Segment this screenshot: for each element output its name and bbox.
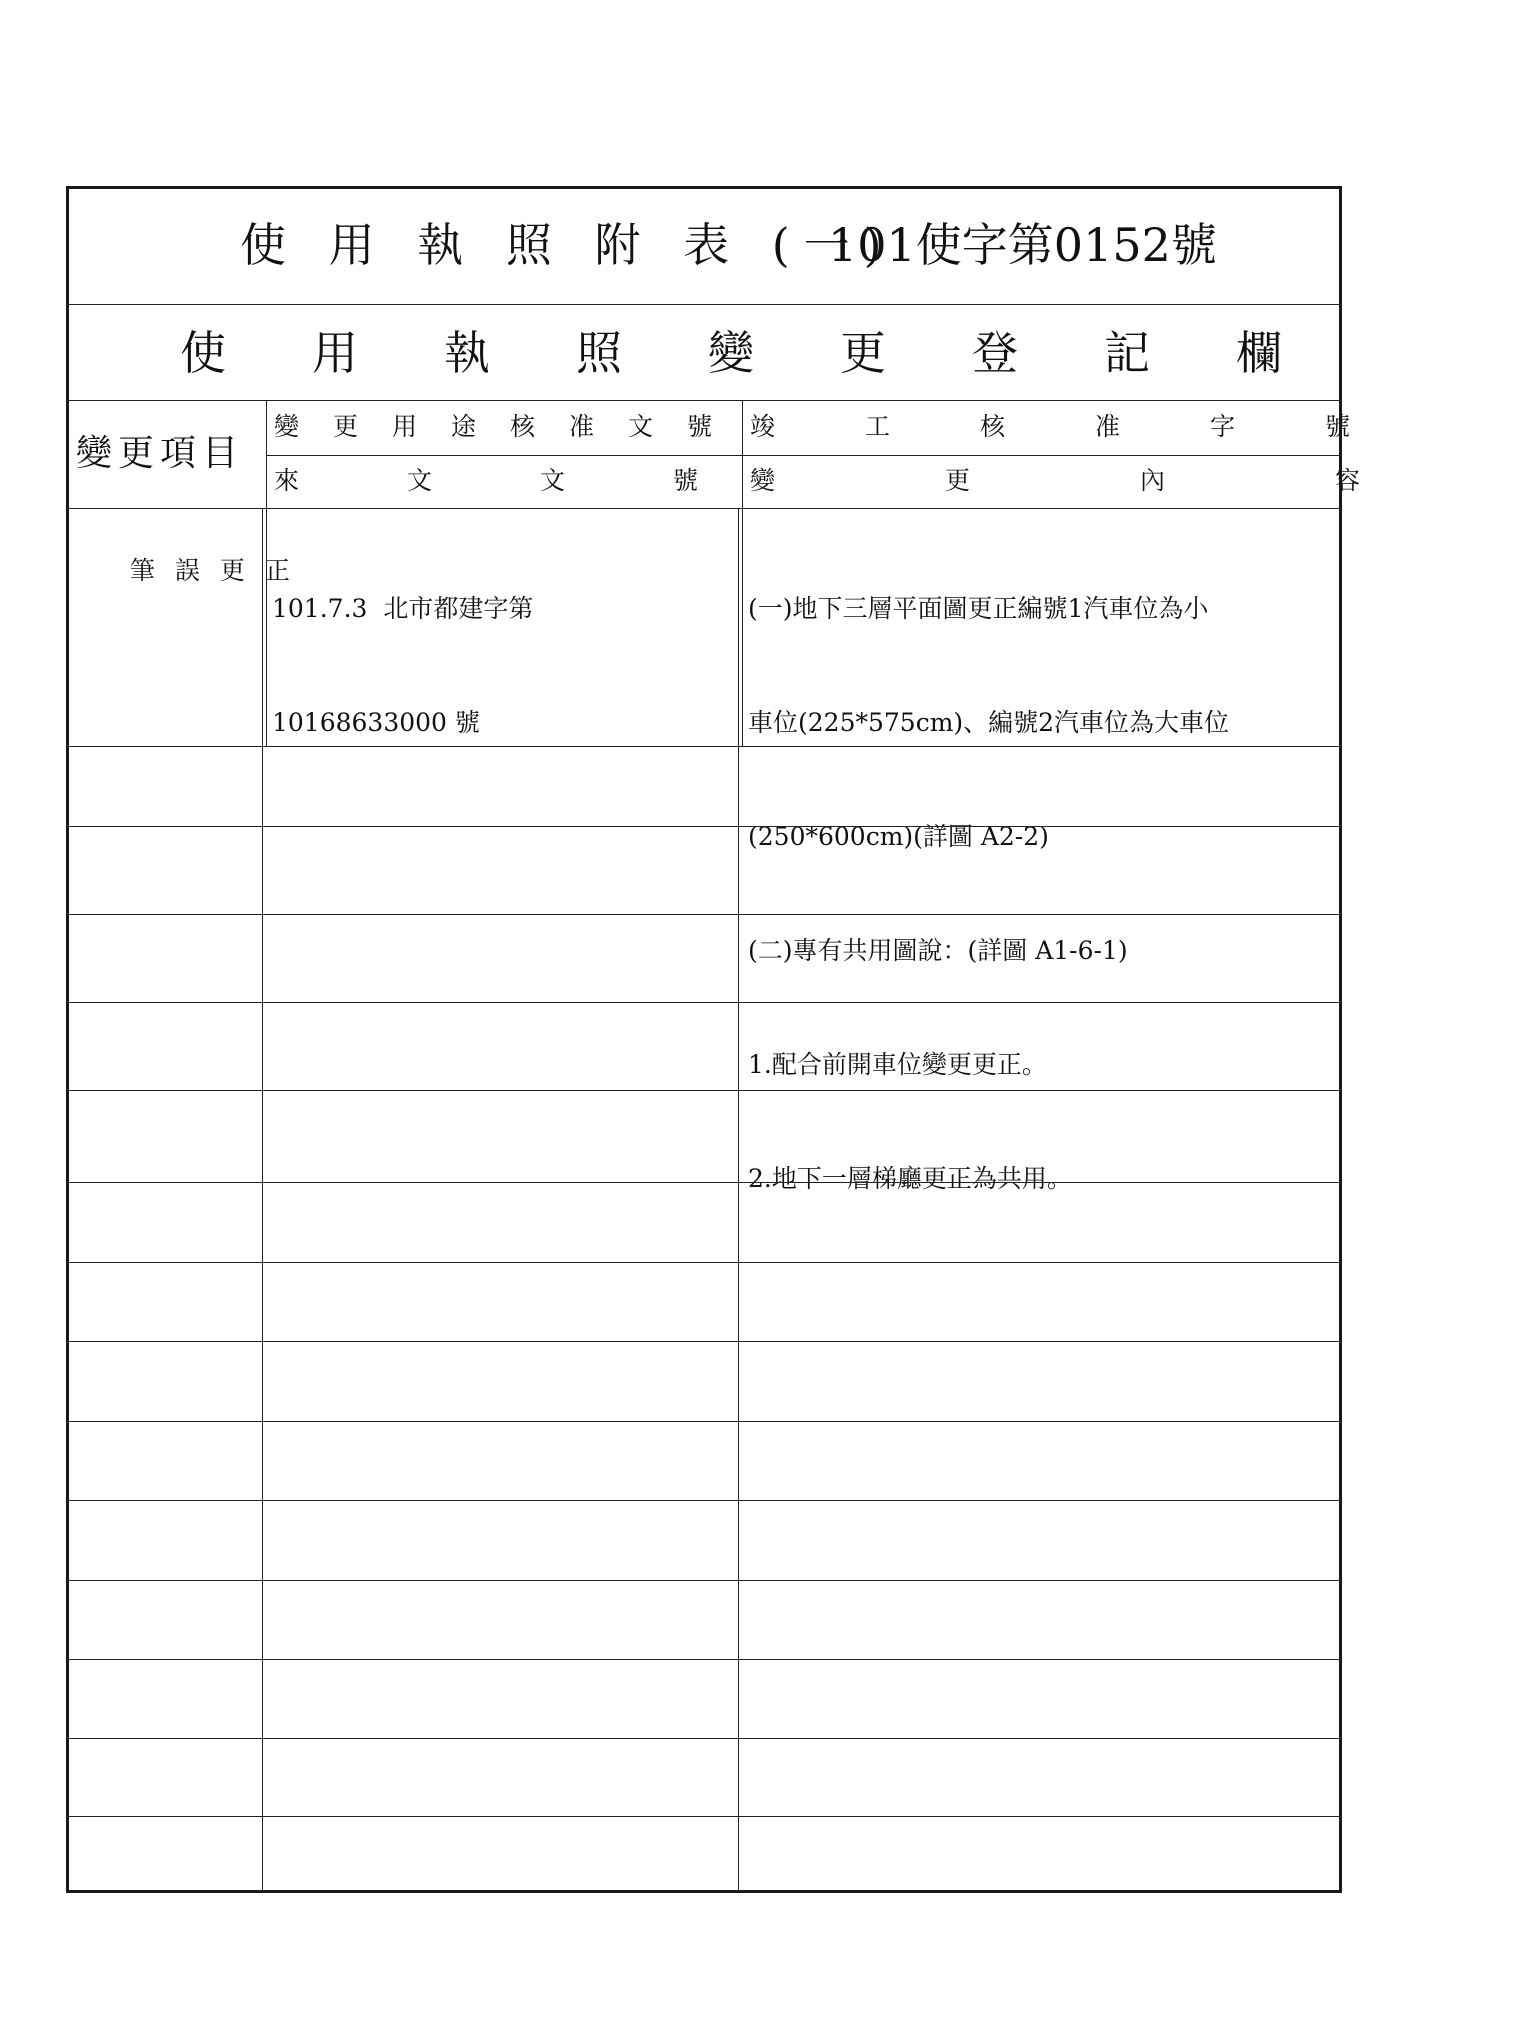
- row-line-5: [68, 1090, 1340, 1091]
- divider-header-bottom: [68, 508, 1340, 509]
- header-completion-no: [750, 414, 1440, 439]
- row-line-8: [68, 1341, 1340, 1342]
- row-line-1: [68, 746, 1340, 747]
- row1-content-line-4: (二)專有共用圖說：(詳圖 A1-6-1): [748, 936, 1128, 965]
- col-divider-2-header: [742, 400, 743, 746]
- header-change-item: [76, 433, 245, 474]
- row1-doc-line-1: 101.7.3 北市都建字第: [272, 594, 534, 623]
- header-completion-no-text: 竣工核准字號: [750, 412, 1441, 441]
- form-title-main: 使 用 執 照 附 表 (一): [240, 218, 896, 272]
- section-subtitle: [180, 326, 1368, 380]
- divider-header-mid: [266, 455, 1340, 456]
- row-line-14: [68, 1816, 1340, 1817]
- header-incoming-doc-no: [274, 468, 806, 493]
- row-line-9: [68, 1421, 1340, 1422]
- header-change-content-text: 變更內容: [750, 466, 1530, 495]
- subtitle-text: 使用執照變更登記欄: [180, 326, 1368, 380]
- permit-number-text: 101使字第0152號: [828, 218, 1217, 272]
- row1-content-line-6: 2.地下一層梯廳更正為共用。: [748, 1164, 1072, 1193]
- row-line-3: [68, 914, 1340, 915]
- row-line-13: [68, 1738, 1340, 1739]
- form-title: [240, 218, 896, 272]
- header-change-content: [750, 468, 1530, 493]
- row1-content-line-5: 1.配合前開車位變更更正。: [748, 1050, 1047, 1079]
- row-line-6: [68, 1182, 1340, 1183]
- row-line-11: [68, 1580, 1340, 1581]
- row-line-12: [68, 1659, 1340, 1660]
- row1-content-line-2: 車位(225*575cm)、編號2汽車位為大車位: [748, 708, 1230, 737]
- permit-number: [828, 218, 1217, 272]
- row1-doc-line-2: 10168633000 號: [272, 708, 480, 737]
- row-line-10: [68, 1500, 1340, 1501]
- row1-item-text: 筆誤更正: [129, 556, 310, 585]
- divider-title: [68, 304, 1340, 305]
- row1-content-line-1: (一)地下三層平面圖更正編號1汽車位為小: [748, 594, 1209, 623]
- header-incoming-doc-no-text: 來文文號: [274, 466, 807, 495]
- header-approval-doc-no: [274, 414, 746, 439]
- row-line-4: [68, 1002, 1340, 1003]
- row1-content: [748, 514, 1229, 1236]
- row1-content-line-3: (250*600cm)(詳圖 A2-2): [748, 822, 1049, 851]
- row1-doc-no: [272, 514, 533, 780]
- col-divider-1: [262, 508, 263, 1890]
- row-line-7: [68, 1262, 1340, 1263]
- col-divider-2: [738, 508, 739, 1890]
- divider-subtitle: [68, 400, 1340, 401]
- header-approval-doc-no-text: 變更用途核准文號: [274, 412, 747, 441]
- row-line-2: [68, 826, 1340, 827]
- header-change-item-text: 變更項目: [76, 433, 245, 474]
